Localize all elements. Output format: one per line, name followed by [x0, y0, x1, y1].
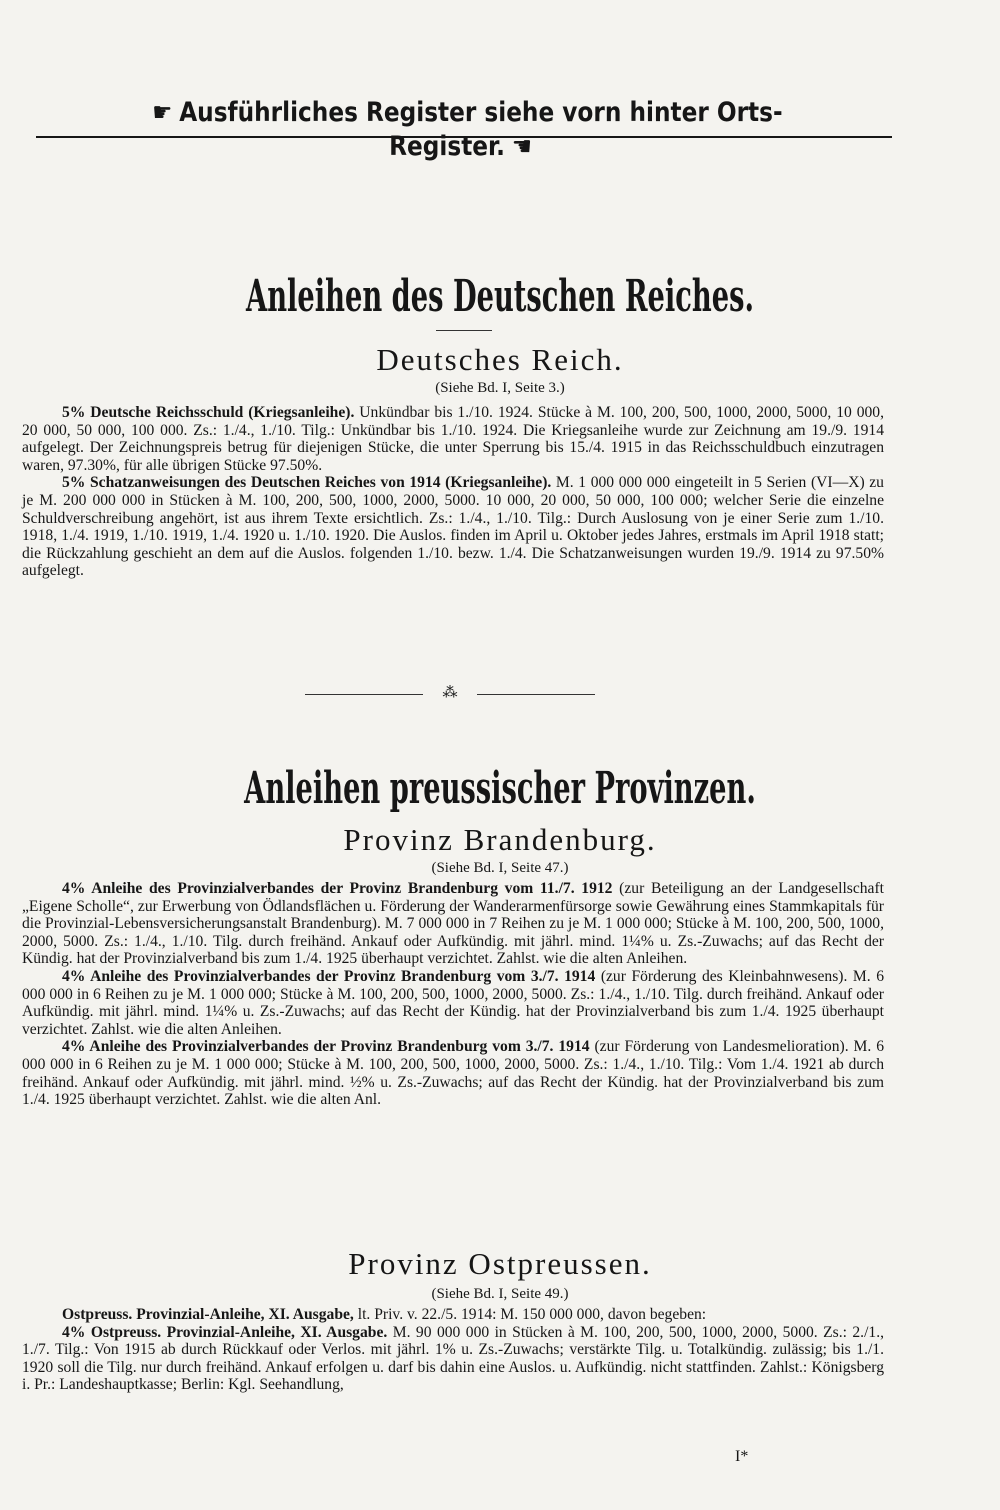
section-title-provinzen: Anleihen preussischer Provinzen.	[244, 763, 756, 814]
paragraph-schatzanweisungen	[22, 474, 884, 580]
entry-body: lt. Priv. v. 22./5. 1914: M. 150 000 000, davon begeben:	[357, 1306, 707, 1323]
subsection-title-deutsches-reich: Deutsches Reich.	[376, 342, 624, 377]
entry-heading: Ostpreuss. Provinzial-Anleihe, XI. Ausgabe,	[62, 1306, 354, 1323]
paragraph-reichsschuld	[22, 404, 884, 474]
pointing-hand-left-icon: ☚	[511, 132, 532, 162]
entry-body: M. 1 000 000 000 eingeteilt in 5 Serien (VI—X) zu je M. 200 000 000 in Stücken à M. 100, 200, 500, 1000, 2000, 5000. 10 000, 20 000, 50 000, 100 000; welcher Serie die einzelne Schuldverschreibung angehört, ist aus ihrem Texte ersichtlich. Zs.: 1./4., 1./10. Tilg.: Durch Auslosung von je einer Serie zum 1./10. 1918, 1./4. 1919, 1./10. 1919, 1./4. 1920 u. 1./10. 1920. Die Auslos. finden im April u. Oktober jedes Jahres, erstmals im April 1918 statt; die Rückzahlung geschieht an dem auf die Auslos. folgenden 1./10. bezw. 1./4. Die Schatzanweisungen wurden 19./9. 1914 zu 97.50% aufgelegt.	[22, 474, 884, 580]
register-note	[96, 96, 832, 164]
register-note-text: Ausführliches Register siehe vorn hinter Orts-Register.	[179, 97, 783, 162]
paragraph-ostpreussen-4pct	[22, 1324, 884, 1394]
signature-mark: I*	[735, 1448, 749, 1465]
paragraph-ostpreussen-xi	[22, 1306, 884, 1324]
entry-heading: 5% Deutsche Reichsschuld (Kriegsanleihe).	[62, 404, 355, 421]
reference-note: (Siehe Bd. I, Seite 49.)	[431, 1286, 569, 1302]
section-title-reich: Anleihen des Deutschen Reiches.	[246, 271, 754, 322]
paragraph-brandenburg-1912	[22, 880, 884, 968]
entry-body: (zur Förderung von Landesmelioration). M. 6 000 000 in 6 Reihen zu je M. 1 000 000; Stücke à M. 100, 200, 500, 1000, 2000, 5000. Zs.: 1./4., 1./10. Tilg.: Vom 1./4. 1921 ab durch freihänd. Ankauf oder Aufkündig. mit jährl. mind. ½% u. Zs.-Zuwachs; auf das Recht der Kündig. hat der Provinzialverband bis zum 1./4. 1925 überhaupt verzichtet. Zahlst. wie die alten Anl.	[22, 1038, 884, 1109]
subsection-title-ostpreussen: Provinz Ostpreussen.	[348, 1246, 652, 1281]
entry-heading: 4% Anleihe des Provinzialverbandes der Provinz Brandenburg vom 11./7. 1912	[62, 880, 613, 897]
section-divider	[436, 330, 492, 331]
entry-body: (zur Förderung des Kleinbahnwesens). M. 6 000 000 in 6 Reihen zu je M. 1 000 000; Stücke à M. 100, 200, 500, 1000, 2000, 5000. Zs.: 1./4., 1./10. Tilg. durch freihänd. Ankauf oder Aufkündig. mit jährl. mind. 1¼% u. Zs.-Zuwachs; auf das Recht der Kündig. hat der Provinzialverband bis zum 1./4. 1925 überhaupt verzichtet. Zahlst. wie die alten Anleihen.	[22, 967, 884, 1038]
text-block-brandenburg	[22, 880, 884, 1109]
entry-heading: 4% Anleihe des Provinzialverbandes der Provinz Brandenburg vom 3./7. 1914	[62, 1038, 590, 1056]
header-rule	[36, 136, 892, 138]
subsection-title-brandenburg: Provinz Brandenburg.	[343, 822, 657, 857]
ornament-glyph: ⁂	[442, 685, 458, 701]
reference-note: (Siehe Bd. I, Seite 47.)	[431, 860, 569, 876]
paragraph-brandenburg-1914-kleinbahn	[22, 968, 884, 1038]
entry-heading: 4% Anleihe des Provinzialverbandes der Provinz Brandenburg vom 3./7. 1914	[62, 967, 596, 985]
paragraph-brandenburg-1914-melioration	[22, 1038, 884, 1108]
entry-body: M. 90 000 000 in Stücken à M. 100, 200, 500, 1000, 2000, 5000. Zs.: 2./1., 1./7. Tilg.: Von 1915 ab durch Rückkauf oder Verlos. mit jährl. 1% u. Zs.-Zuwachs; verstärkte Tilg. u. Totalkündig. zulässig; bis 1./1. 1920 soll die Tilg. nur durch freihänd. Ankauf erfolgen u. darf bis dahin eine Auslos. u. Aufkündig. nicht stattfinden. Zahlst.: Königsberg i. Pr.: Landeshauptkasse; Berlin: Kgl. Seehandlung,	[22, 1323, 884, 1394]
text-block-ostpreussen	[22, 1306, 884, 1394]
pointing-hand-right-icon: ☛	[152, 98, 173, 128]
entry-body: Unkündbar bis 1./10. 1924. Stücke à M. 100, 200, 500, 1000, 2000, 5000, 10 000, 20 000, 50 000, 100 000. Zs.: 1./4., 1./10. Tilg.: Unkündbar bis 1./10. 1924. Die Kriegsanleihe wurde zur Zeichnung am 19./9. 1914 aufgelegt. Der Zeichnungspreis betrug für diejenigen Stücke, die unter Sperrung bis 15./4. 1915 in das Reichsschuldbuch einzutragen waren, 97.30%, für alle übrigen Stücke 97.50%.	[22, 404, 884, 474]
reference-note: (Siehe Bd. I, Seite 3.)	[435, 380, 565, 396]
entry-body: (zur Beteiligung an der Landgesellschaft „Eigene Scholle“, zur Erwerbung von Ödlandsflächen u. Förderung der Wanderarmenfürsorge sowie Gewährung eines Stammkapitals für die Provinzial-Lebensversicherungsanstalt Brandenburg). M. 7 000 000 in 7 Reihen zu je M. 1 000 000; Stücke à M. 100, 200, 500, 1000, 2000, 5000. Zs.: 1./4., 1./10. Tilg. durch freihänd. Ankauf oder Aufkündig. mit jährl. mind. 1¼% u. Zs.-Zuwachs; auf das Recht der Kündig. hat der Provinzialverband bis zum 1./4. 1925 überhaupt verzichtet. Zahlst. wie die alten Anleihen.	[22, 880, 885, 968]
text-block-reich	[22, 404, 884, 580]
entry-heading: 5% Schatzanweisungen des Deutschen Reiches von 1914 (Kriegsanleihe).	[62, 474, 552, 492]
ornament-divider	[305, 686, 595, 702]
entry-heading: 4% Ostpreuss. Provinzial-Anleihe, XI. Ausgabe.	[62, 1323, 388, 1341]
